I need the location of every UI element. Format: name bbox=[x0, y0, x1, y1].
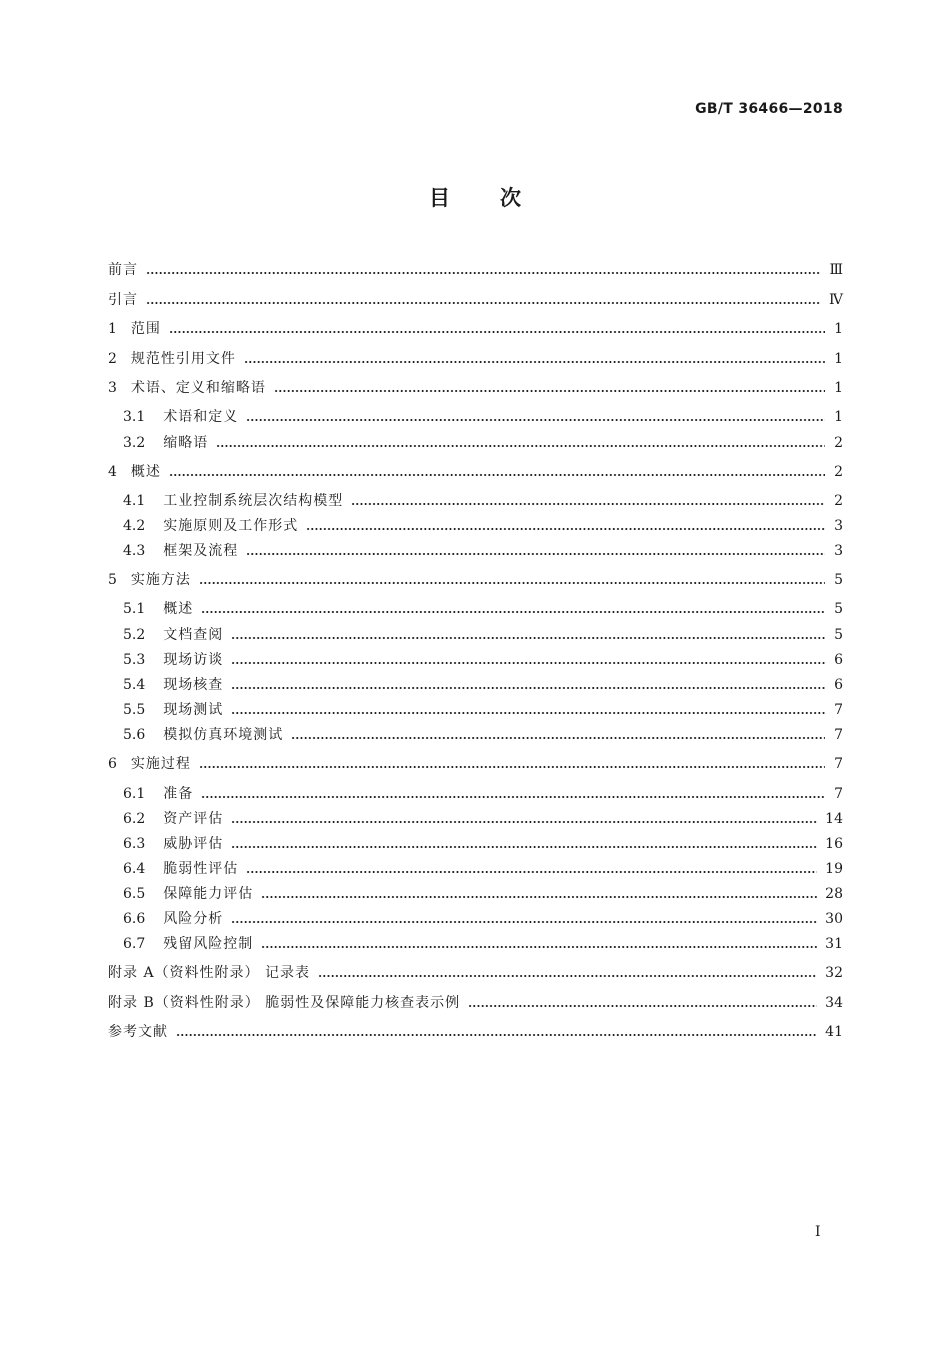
toc-entry-number: 6.4 bbox=[123, 861, 146, 877]
toc-entry-label: 现场测试 bbox=[163, 702, 224, 718]
toc-entry-label: 资产评估 bbox=[163, 811, 224, 827]
toc-entry[interactable] bbox=[108, 290, 843, 310]
toc-entry-label: 现场核查 bbox=[163, 677, 224, 693]
toc-entry-label: 范围 bbox=[130, 321, 161, 337]
dot-leader bbox=[231, 637, 825, 639]
dot-leader bbox=[231, 821, 817, 823]
toc-entry-label: 工业控制系统层次结构模型 bbox=[163, 493, 344, 509]
toc-entry[interactable] bbox=[108, 993, 843, 1013]
toc-entry-page: 5 bbox=[834, 601, 843, 617]
toc-entry[interactable] bbox=[123, 725, 843, 745]
dot-leader bbox=[199, 766, 825, 768]
toc-entry-page: 34 bbox=[825, 995, 843, 1011]
toc-entry[interactable] bbox=[108, 319, 843, 339]
toc-entry-label: 保障能力评估 bbox=[163, 886, 254, 902]
toc-entry-page: 14 bbox=[825, 811, 843, 827]
toc-entry-label: 准备 bbox=[163, 786, 194, 802]
dot-leader bbox=[231, 712, 825, 714]
toc-entry-number: 6.2 bbox=[123, 811, 146, 827]
toc-entry-page: 16 bbox=[825, 836, 843, 852]
toc-entry[interactable] bbox=[108, 570, 843, 590]
toc-entry-page: 19 bbox=[825, 861, 843, 877]
toc-entry[interactable] bbox=[123, 599, 843, 619]
toc-entry-page: 41 bbox=[825, 1024, 843, 1040]
toc-entry-label: 参考文献 bbox=[108, 1024, 168, 1040]
toc-entry-label: 残留风险控制 bbox=[163, 936, 254, 952]
toc-entry-page: 30 bbox=[825, 911, 843, 927]
dot-leader bbox=[146, 272, 821, 274]
toc-entry-label: 附录 A（资料性附录） 记录表 bbox=[108, 965, 311, 981]
toc-entry[interactable] bbox=[123, 884, 843, 904]
dot-leader bbox=[146, 302, 821, 304]
dot-leader bbox=[246, 871, 817, 873]
dot-leader bbox=[216, 445, 825, 447]
toc-entry-label: 风险分析 bbox=[163, 911, 224, 927]
toc-entry-label: 缩略语 bbox=[163, 435, 209, 451]
dot-leader bbox=[231, 662, 825, 664]
toc-entry[interactable] bbox=[123, 625, 843, 645]
dot-leader bbox=[274, 390, 825, 392]
toc-entry[interactable] bbox=[108, 1022, 843, 1042]
toc-entry-label: 术语和定义 bbox=[163, 409, 239, 425]
toc-entry-label: 实施方法 bbox=[130, 572, 191, 588]
toc-entry-page: 6 bbox=[834, 677, 843, 693]
toc-entry-number: 3.2 bbox=[123, 435, 146, 451]
toc-entry-number: 4.1 bbox=[123, 493, 146, 509]
toc-entry-page: Ⅲ bbox=[829, 262, 843, 278]
toc-entry-page: 2 bbox=[834, 493, 843, 509]
toc-entry-page: 6 bbox=[834, 652, 843, 668]
dot-leader bbox=[261, 946, 817, 948]
toc-entry-page: 3 bbox=[834, 543, 843, 559]
dot-leader bbox=[231, 687, 825, 689]
toc-entry-label: 术语、定义和缩略语 bbox=[130, 380, 266, 396]
toc-entry-page: 32 bbox=[825, 965, 843, 981]
toc-entry[interactable] bbox=[123, 834, 843, 854]
toc-entry-label: 附录 B（资料性附录） 脆弱性及保障能力核查表示例 bbox=[108, 995, 461, 1011]
toc-entry-label: 规范性引用文件 bbox=[130, 351, 236, 367]
toc-entry-page: 1 bbox=[834, 409, 843, 425]
standard-code: GB/T 36466—2018 bbox=[695, 101, 843, 117]
toc-entry-number: 3.1 bbox=[123, 409, 146, 425]
toc-entry-number: 5.5 bbox=[123, 702, 146, 718]
toc-entry-number: 6.6 bbox=[123, 911, 146, 927]
toc-entry-label: 概述 bbox=[163, 601, 194, 617]
toc-entry-page: 2 bbox=[834, 435, 843, 451]
toc-entry-number: 5.3 bbox=[123, 652, 146, 668]
dot-leader bbox=[201, 796, 825, 798]
dot-leader bbox=[201, 611, 825, 613]
toc-entry-label: 引言 bbox=[108, 292, 138, 308]
toc-entry-number: 5.1 bbox=[123, 601, 146, 617]
toc-entry-page: Ⅳ bbox=[829, 292, 843, 308]
toc-entry-number: 6.1 bbox=[123, 786, 146, 802]
toc-entry[interactable] bbox=[108, 963, 843, 983]
dot-leader bbox=[231, 921, 817, 923]
toc-entry-number: 5.4 bbox=[123, 677, 146, 693]
toc-entry[interactable] bbox=[108, 462, 843, 482]
dot-leader bbox=[169, 331, 825, 333]
dot-leader bbox=[306, 528, 825, 530]
toc-entry[interactable] bbox=[123, 491, 843, 511]
toc-entry-page: 1 bbox=[834, 321, 843, 337]
toc-entry-page: 5 bbox=[834, 627, 843, 643]
toc-entry-page: 2 bbox=[834, 464, 843, 480]
toc-entry[interactable] bbox=[108, 349, 843, 369]
toc-entry-number: 3 bbox=[108, 380, 117, 396]
title-char-1: 目 bbox=[429, 186, 450, 210]
dot-leader bbox=[169, 474, 825, 476]
toc-entry-label: 文档查阅 bbox=[163, 627, 224, 643]
toc-entry-number: 6.5 bbox=[123, 886, 146, 902]
dot-leader bbox=[246, 419, 825, 421]
toc-entry-page: 1 bbox=[834, 380, 843, 396]
toc-entry-page: 31 bbox=[825, 936, 843, 952]
dot-leader bbox=[261, 896, 817, 898]
toc-entry-label: 现场访谈 bbox=[163, 652, 224, 668]
dot-leader bbox=[291, 737, 825, 739]
toc-entry[interactable] bbox=[123, 809, 843, 829]
toc-entry[interactable] bbox=[123, 909, 843, 929]
toc-entry-number: 5.2 bbox=[123, 627, 146, 643]
toc-entry-number: 5.6 bbox=[123, 727, 146, 743]
toc-entry-label: 威胁评估 bbox=[163, 836, 224, 852]
toc-entry-page: 28 bbox=[825, 886, 843, 902]
dot-leader bbox=[231, 846, 817, 848]
toc-entry[interactable] bbox=[123, 541, 843, 561]
dot-leader bbox=[176, 1034, 817, 1036]
toc-entry-label: 模拟仿真环境测试 bbox=[163, 727, 284, 743]
dot-leader bbox=[318, 975, 817, 977]
toc-entry-page: 7 bbox=[834, 756, 843, 772]
toc-entry-number: 6 bbox=[108, 756, 117, 772]
toc-entry-number: 1 bbox=[108, 321, 117, 337]
toc-entry[interactable] bbox=[123, 700, 843, 720]
page-number: I bbox=[815, 1224, 821, 1240]
toc-entry[interactable] bbox=[123, 433, 843, 453]
toc-entry-page: 7 bbox=[834, 786, 843, 802]
toc-entry-label: 脆弱性评估 bbox=[163, 861, 239, 877]
toc-entry-number: 2 bbox=[108, 351, 117, 367]
toc-entry-number: 5 bbox=[108, 572, 117, 588]
toc-entry[interactable] bbox=[123, 407, 843, 427]
toc-entry-number: 4 bbox=[108, 464, 117, 480]
toc-entry-page: 5 bbox=[834, 572, 843, 588]
toc-entry[interactable] bbox=[123, 784, 843, 804]
toc-entry-label: 实施过程 bbox=[130, 756, 191, 772]
toc-entry-number: 6.7 bbox=[123, 936, 146, 952]
toc-entry[interactable] bbox=[123, 934, 843, 954]
toc-entry[interactable] bbox=[123, 650, 843, 670]
toc-entry[interactable] bbox=[108, 260, 843, 280]
toc-entry[interactable] bbox=[108, 378, 843, 398]
toc-entry-page: 1 bbox=[834, 351, 843, 367]
toc-entry-label: 框架及流程 bbox=[163, 543, 239, 559]
toc-entry-page: 7 bbox=[834, 702, 843, 718]
toc-entry-number: 4.2 bbox=[123, 518, 146, 534]
toc-entry-label: 前言 bbox=[108, 262, 138, 278]
dot-leader bbox=[246, 553, 825, 555]
toc-entry-label: 概述 bbox=[130, 464, 161, 480]
toc-entry[interactable] bbox=[108, 754, 843, 774]
toc-entry-label: 实施原则及工作形式 bbox=[163, 518, 299, 534]
toc-entry-number: 4.3 bbox=[123, 543, 146, 559]
title-char-2: 次 bbox=[500, 186, 521, 210]
toc-entry-number: 6.3 bbox=[123, 836, 146, 852]
toc-entry[interactable] bbox=[123, 516, 843, 536]
toc-entry-page: 7 bbox=[834, 727, 843, 743]
toc-entry-page: 3 bbox=[834, 518, 843, 534]
toc-entry[interactable] bbox=[123, 675, 843, 695]
dot-leader bbox=[199, 582, 825, 584]
dot-leader bbox=[244, 361, 825, 363]
dot-leader bbox=[351, 503, 825, 505]
dot-leader bbox=[468, 1005, 817, 1007]
toc-entry[interactable] bbox=[123, 859, 843, 879]
